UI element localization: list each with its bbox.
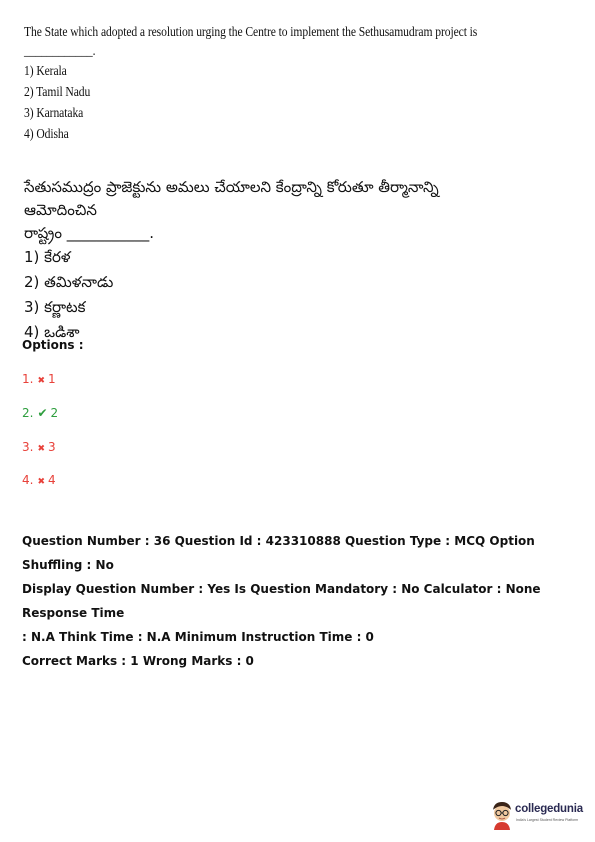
metadata-line-3: : N.A Think Time : N.A Minimum Instruction Time : 0	[22, 630, 374, 644]
student-avatar-icon	[490, 800, 514, 830]
collegedunia-logo	[490, 800, 590, 830]
telugu-option-4: 4) ఒడిశా	[24, 323, 80, 341]
check-icon: ✔	[37, 406, 48, 420]
metadata-line-1: Question Number : 36 Question Id : 423310888 Question Type : MCQ Option Shuffling : No	[22, 534, 535, 572]
question-english	[24, 22, 497, 144]
answer-option-4	[22, 473, 56, 487]
cross-icon: ✖	[37, 477, 45, 487]
question-metadata	[22, 529, 582, 673]
question-text-english: The State which adopted a resolution urging the Centre to implement the Sethusamudram project is	[24, 24, 478, 39]
options-heading: Options :	[22, 338, 84, 352]
question-text-telugu-line1: సేతుసముద్రం ప్రాజెక్టును అమలు చేయాలని కేంద్రాన్ని కోరుతూ తీర్మానాన్ని ఆమోదించిన	[24, 178, 439, 219]
brand-tagline: India's Largest Student Review Platform	[516, 818, 579, 822]
english-option-1: 1) Kerala	[24, 63, 67, 78]
question-telugu	[24, 176, 504, 345]
brand-name: collegedunia	[515, 803, 583, 815]
option-number: 4.	[22, 473, 34, 487]
option-value: 1	[48, 372, 56, 386]
question-text-telugu-line2: రాష్ట్రం ___________.	[24, 224, 155, 242]
telugu-option-2: 2) తమిళనాడు	[24, 273, 114, 291]
option-value: 4	[48, 473, 56, 487]
option-number: 1.	[22, 372, 34, 386]
metadata-line-4: Correct Marks : 1 Wrong Marks : 0	[22, 654, 254, 668]
english-option-3: 3) Karnataka	[24, 105, 84, 120]
telugu-option-1: 1) కేరళ	[24, 248, 71, 266]
english-option-4: 4) Odisha	[24, 126, 69, 141]
telugu-option-3: 3) కర్ణాటక	[24, 298, 86, 316]
metadata-line-2: Display Question Number : Yes Is Question Mandatory : No Calculator : None Response Time	[22, 582, 541, 620]
english-option-2: 2) Tamil Nadu	[24, 84, 91, 99]
answer-option-1	[22, 372, 56, 386]
answer-blank: ____________.	[24, 43, 96, 58]
cross-icon: ✖	[37, 444, 45, 454]
option-number: 3.	[22, 440, 34, 454]
cross-icon: ✖	[37, 376, 45, 386]
option-value: 2	[50, 406, 59, 420]
answer-option-3	[22, 440, 56, 454]
answer-option-2	[22, 406, 58, 420]
option-value: 3	[48, 440, 56, 454]
option-number: 2.	[22, 406, 34, 420]
